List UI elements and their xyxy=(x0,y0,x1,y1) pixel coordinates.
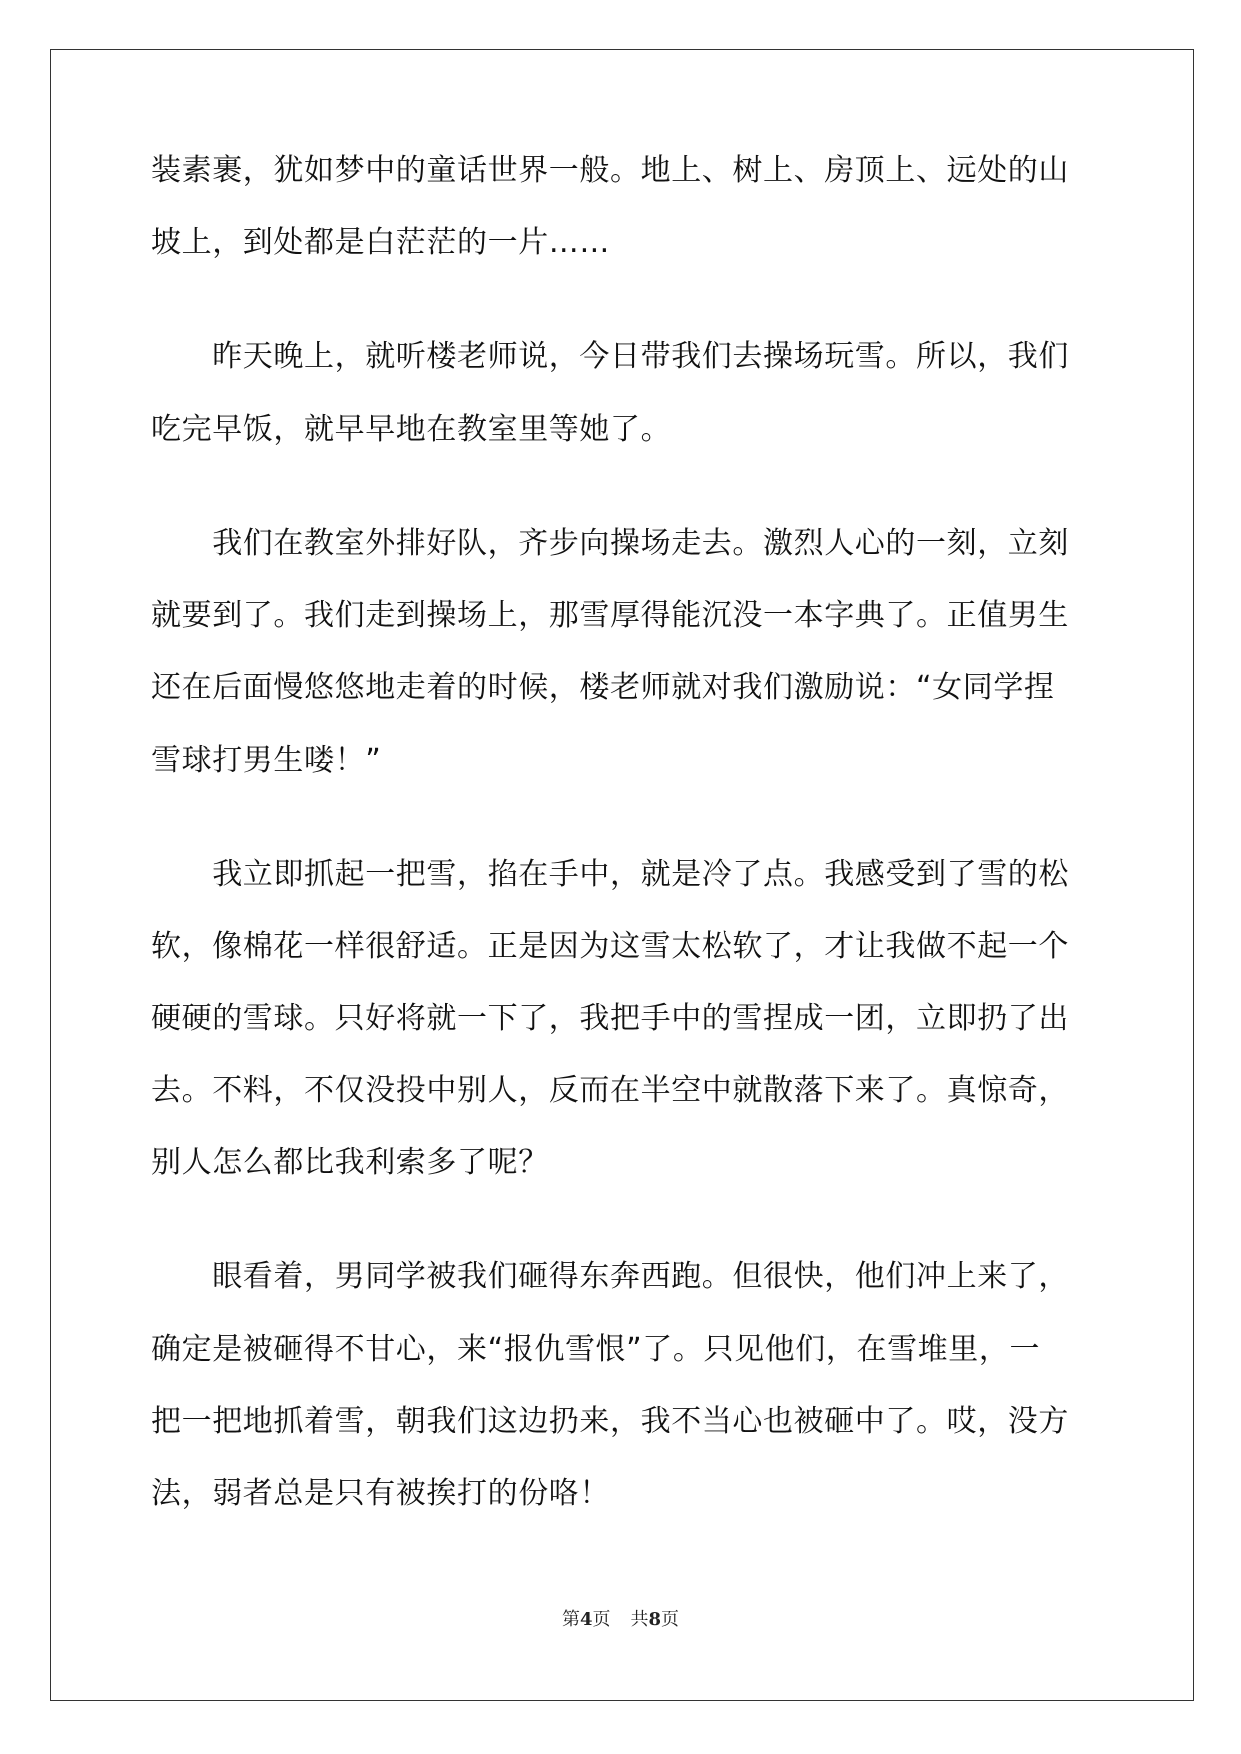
text-line: 确定是被砸得不甘心，来“报仇雪恨”了。只见他们，在雪堆里，一 xyxy=(151,1332,1041,1367)
text-line: 雪球打男生喽！” xyxy=(151,743,382,778)
text-line: 别人怎么都比我利索多了呢？ xyxy=(151,1145,549,1180)
current-page-number: 4 xyxy=(579,1609,593,1630)
text-line: 去。不料，不仅没投中别人，反而在半空中就散落下来了。真惊奇， xyxy=(151,1073,1069,1108)
text-line: 还在后面慢悠悠地走着的时候，楼老师就对我们激励说：“女同学捏 xyxy=(151,670,1055,705)
footer-page-unit: 页 xyxy=(592,1609,611,1630)
text-line: 硬硬的雪球。只好将就一下了，我把手中的雪捏成一团，立即扔了出 xyxy=(151,1001,1069,1036)
text-line: 装素裹，犹如梦中的童话世界一般。地上、树上、房顶上、远处的山 xyxy=(151,153,1069,188)
text-line: 法，弱者总是只有被挨打的份咯！ xyxy=(151,1476,610,1511)
page-number-footer xyxy=(0,1608,1241,1632)
text-line: 眼看着，男同学被我们砸得东奔西跑。但很快，他们冲上来了， xyxy=(151,1259,1069,1294)
text-line: 吃完早饭，就早早地在教室里等她了。 xyxy=(151,412,672,447)
text-line: 把一把地抓着雪，朝我们这边扔来，我不当心也被砸中了。哎，没方 xyxy=(151,1404,1069,1439)
footer-prefix: 第 xyxy=(561,1609,580,1630)
total-page-count: 8 xyxy=(648,1609,662,1630)
text-line: 昨天晚上，就听楼老师说，今日带我们去操场玩雪。所以，我们 xyxy=(151,339,1069,374)
text-line: 我们在教室外排好队，齐步向操场走去。激烈人心的一刻，立刻 xyxy=(151,526,1069,561)
text-line: 坡上，到处都是白茫茫的一片…… xyxy=(151,225,610,260)
text-line: 就要到了。我们走到操场上，那雪厚得能沉没一本字典了。正值男生 xyxy=(151,598,1069,633)
footer-total-prefix: 共 xyxy=(630,1609,649,1630)
text-line: 我立即抓起一把雪，掐在手中，就是冷了点。我感受到了雪的松 xyxy=(151,857,1069,892)
footer-total-unit: 页 xyxy=(661,1609,680,1630)
text-line: 软，像棉花一样很舒适。正是因为这雪太松软了，才让我做不起一个 xyxy=(151,929,1069,964)
